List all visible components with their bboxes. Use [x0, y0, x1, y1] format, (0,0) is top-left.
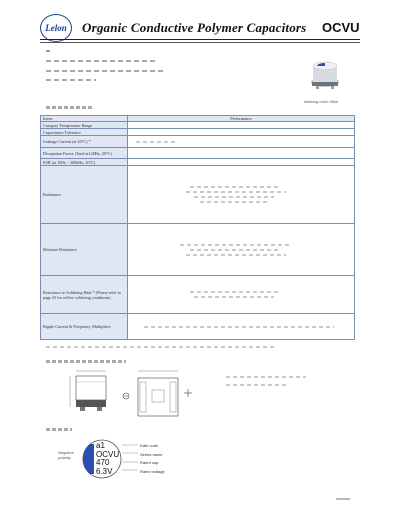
- feature-line: [46, 50, 50, 52]
- feature-line: [46, 70, 166, 72]
- callout-rated-cap: Rated cap.: [140, 460, 160, 465]
- callout-date-code: Date code: [140, 443, 159, 448]
- row-value: [128, 224, 355, 276]
- row-value: [128, 166, 355, 224]
- callout-series-name: Series name: [140, 451, 163, 457]
- row-label: Leakage Current (at 20°C) *: [41, 136, 128, 148]
- table-row: [41, 159, 355, 166]
- marking-capacitance: 470: [96, 458, 110, 467]
- row-label: Capacitance Tolerance: [41, 129, 128, 136]
- row-value: [128, 276, 355, 314]
- marking-diagram: [58, 438, 208, 480]
- page-title: Organic Conductive Polymer Capacitors: [82, 20, 307, 35]
- marking-date-code: a1: [96, 441, 105, 450]
- marking-series: OCVU: [96, 449, 120, 459]
- negative-polarity-label: Negative polarity: [58, 450, 74, 460]
- row-value: [128, 136, 355, 148]
- column-header-items: Items: [41, 116, 128, 122]
- header-rule-thin: [40, 42, 360, 43]
- page-number: [336, 498, 350, 500]
- table-row: [41, 224, 355, 276]
- dimension-note: [226, 376, 306, 378]
- marking-text: [96, 442, 119, 476]
- header-rule: [40, 39, 360, 40]
- table-row: [41, 129, 355, 136]
- lelon-logo: Lelon: [40, 14, 72, 42]
- table-row: [41, 276, 355, 314]
- image-caption: Marking color: Blue: [304, 99, 339, 104]
- dimension-note: [226, 384, 286, 386]
- row-value: [128, 148, 355, 159]
- table-row: [41, 166, 355, 224]
- feature-line: [46, 79, 96, 81]
- table-row: [41, 122, 355, 129]
- row-value: [128, 314, 355, 340]
- row-value: [128, 129, 355, 136]
- marking-callouts: [140, 442, 165, 476]
- column-header-performance: Performance: [128, 116, 355, 122]
- row-label: ESR (at 100k ~ 300kHz, 20°C): [41, 159, 128, 166]
- table-row: [41, 136, 355, 148]
- row-label: Resistance to Soldering Heat * (Please refer to page 23 for reflow soldering conditions): [41, 276, 128, 314]
- row-value: [128, 122, 355, 129]
- table-footnote: [46, 346, 276, 348]
- table-row: [41, 148, 355, 159]
- row-label: Moisture Resistance: [41, 224, 128, 276]
- specs-heading: [46, 106, 92, 109]
- capacitor-photo: [308, 60, 342, 90]
- features-block: [46, 50, 246, 90]
- series-code: OCVU: [322, 20, 360, 35]
- row-value: [128, 159, 355, 166]
- dimensions-heading: [46, 360, 126, 363]
- dimension-drawing-bottom: [118, 366, 198, 424]
- marking-heading: [46, 428, 72, 431]
- table-row: [41, 314, 355, 340]
- row-label: Dissipation Factor (Tanδ at120Hz, 20°C): [41, 148, 128, 159]
- row-label: Category Temperature Range: [41, 122, 128, 129]
- spec-table: [40, 115, 355, 340]
- row-label: Endurance: [41, 166, 128, 224]
- dimension-drawing-side: [62, 368, 122, 418]
- row-label: Ripple Current & Frequency Multipliers: [41, 314, 128, 340]
- callout-rated-voltage: Rated voltage: [140, 468, 165, 474]
- feature-line: [46, 60, 156, 62]
- marking-voltage: 6.3V: [96, 466, 113, 476]
